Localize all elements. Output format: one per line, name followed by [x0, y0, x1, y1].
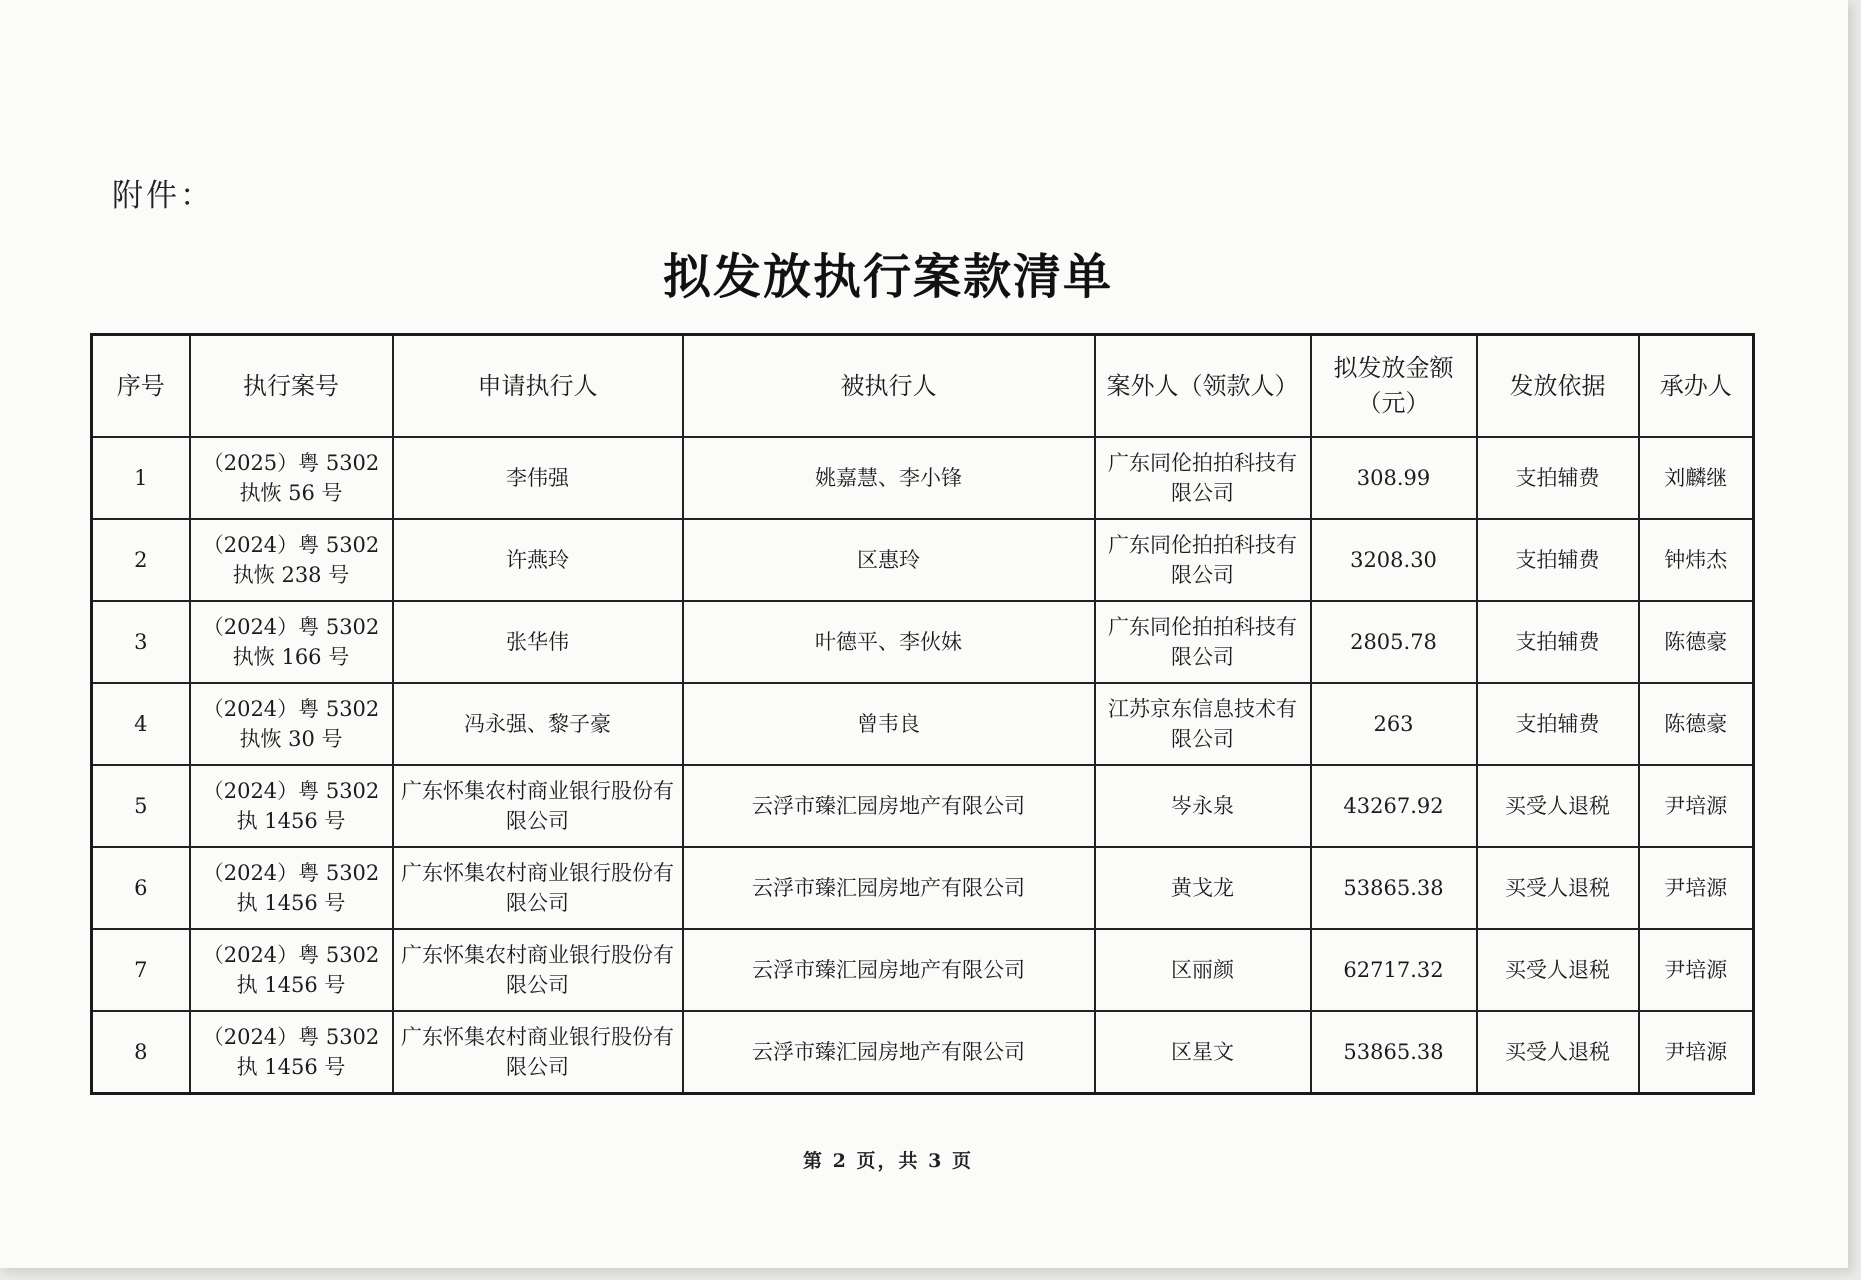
- cell-case-number: [190, 519, 393, 601]
- cell-basis: 买受人退税: [1477, 1011, 1639, 1094]
- attachment-label: 附件：: [112, 178, 214, 214]
- cell-payee: 广东同伦拍拍科技有限公司: [1095, 519, 1311, 601]
- table-body: [92, 437, 1754, 1094]
- table-row: [92, 929, 1754, 1011]
- cell-case-number: [190, 847, 393, 929]
- cell-no: 5: [92, 765, 190, 847]
- cell-basis: 买受人退税: [1477, 929, 1639, 1011]
- table-row: [92, 765, 1754, 847]
- cell-basis: 支拍辅费: [1477, 437, 1639, 519]
- table-header: [92, 335, 1754, 438]
- case-number-line1: （2024）粤 5302: [202, 532, 380, 557]
- case-number-line1: （2024）粤 5302: [202, 696, 380, 721]
- cell-no: 3: [92, 601, 190, 683]
- cell-respondent: 叶德平、李伙妹: [683, 601, 1095, 683]
- table-row: [92, 683, 1754, 765]
- cell-basis: 买受人退税: [1477, 765, 1639, 847]
- cell-applicant: 李伟强: [393, 437, 683, 519]
- case-number-line2: 执恢 56 号: [239, 481, 343, 505]
- cell-payee: 区丽颜: [1095, 929, 1311, 1011]
- case-number-line1: （2024）粤 5302: [202, 860, 380, 885]
- case-number-line2: 执恢 166 号: [232, 645, 350, 669]
- cell-no: 6: [92, 847, 190, 929]
- cell-respondent: 云浮市臻汇园房地产有限公司: [683, 929, 1095, 1011]
- cell-case-number: [190, 601, 393, 683]
- cell-applicant: 冯永强、黎子豪: [393, 683, 683, 765]
- payout-table: [90, 333, 1755, 1095]
- cell-handler: 刘麟继: [1639, 437, 1754, 519]
- cell-case-number: [190, 1011, 393, 1094]
- table-row: [92, 847, 1754, 929]
- cell-handler: 陈德豪: [1639, 601, 1754, 683]
- table-row: [92, 601, 1754, 683]
- cell-handler: 尹培源: [1639, 929, 1754, 1011]
- case-number-line1: （2024）粤 5302: [202, 1024, 380, 1049]
- case-number-line1: （2025）粤 5302: [202, 450, 380, 475]
- cell-respondent: 区惠玲: [683, 519, 1095, 601]
- case-number-line2: 执恢 30 号: [239, 727, 343, 751]
- cell-case-number: [190, 929, 393, 1011]
- cell-amount: 2805.78: [1311, 601, 1477, 683]
- cell-respondent: 云浮市臻汇园房地产有限公司: [683, 847, 1095, 929]
- cell-applicant: 广东怀集农村商业银行股份有限公司: [393, 765, 683, 847]
- cell-applicant: 广东怀集农村商业银行股份有限公司: [393, 847, 683, 929]
- cell-amount: 3208.30: [1311, 519, 1477, 601]
- case-number-line2: 执恢 238 号: [232, 563, 350, 587]
- cell-case-number: [190, 437, 393, 519]
- cell-no: 8: [92, 1011, 190, 1094]
- col-header-no: 序号: [92, 335, 190, 438]
- col-header-basis: 发放依据: [1477, 335, 1639, 438]
- cell-applicant: 许燕玲: [393, 519, 683, 601]
- cell-payee: 江苏京东信息技术有限公司: [1095, 683, 1311, 765]
- case-number-line2: 执 1456 号: [236, 809, 346, 833]
- case-number-line1: （2024）粤 5302: [202, 942, 380, 967]
- cell-amount: 53865.38: [1311, 1011, 1477, 1094]
- page-footer: 第 2 页，共 3 页: [803, 1150, 973, 1172]
- cell-basis: 买受人退税: [1477, 847, 1639, 929]
- case-number-line2: 执 1456 号: [236, 1055, 346, 1079]
- cell-handler: 尹培源: [1639, 847, 1754, 929]
- cell-basis: 支拍辅费: [1477, 601, 1639, 683]
- col-header-applicant: 申请执行人: [393, 335, 683, 438]
- cell-amount: 62717.32: [1311, 929, 1477, 1011]
- cell-handler: 陈德豪: [1639, 683, 1754, 765]
- cell-amount: 53865.38: [1311, 847, 1477, 929]
- header-row: [92, 335, 1754, 438]
- cell-payee: 岑永泉: [1095, 765, 1311, 847]
- cell-basis: 支拍辅费: [1477, 519, 1639, 601]
- col-header-handler: 承办人: [1639, 335, 1754, 438]
- col-header-amount: 拟发放金额（元）: [1311, 335, 1477, 438]
- case-number-line2: 执 1456 号: [236, 973, 346, 997]
- cell-applicant: 张华伟: [393, 601, 683, 683]
- cell-applicant: 广东怀集农村商业银行股份有限公司: [393, 929, 683, 1011]
- cell-handler: 尹培源: [1639, 1011, 1754, 1094]
- case-number-line1: （2024）粤 5302: [202, 614, 380, 639]
- cell-no: 4: [92, 683, 190, 765]
- cell-respondent: 姚嘉慧、李小锋: [683, 437, 1095, 519]
- cell-amount: 308.99: [1311, 437, 1477, 519]
- col-header-payee: 案外人（领款人）: [1095, 335, 1311, 438]
- cell-amount: 263: [1311, 683, 1477, 765]
- cell-amount: 43267.92: [1311, 765, 1477, 847]
- cell-respondent: 云浮市臻汇园房地产有限公司: [683, 1011, 1095, 1094]
- cell-case-number: [190, 765, 393, 847]
- cell-no: 2: [92, 519, 190, 601]
- cell-no: 1: [92, 437, 190, 519]
- cell-payee: 广东同伦拍拍科技有限公司: [1095, 601, 1311, 683]
- table-row: [92, 519, 1754, 601]
- cell-handler: 尹培源: [1639, 765, 1754, 847]
- cell-handler: 钟炜杰: [1639, 519, 1754, 601]
- table-row: [92, 1011, 1754, 1094]
- cell-case-number: [190, 683, 393, 765]
- col-header-case-number: 执行案号: [190, 335, 393, 438]
- cell-payee: 区星文: [1095, 1011, 1311, 1094]
- cell-respondent: 曾韦良: [683, 683, 1095, 765]
- col-header-respondent: 被执行人: [683, 335, 1095, 438]
- cell-basis: 支拍辅费: [1477, 683, 1639, 765]
- cell-respondent: 云浮市臻汇园房地产有限公司: [683, 765, 1095, 847]
- table-row: [92, 437, 1754, 519]
- cell-payee: 广东同伦拍拍科技有限公司: [1095, 437, 1311, 519]
- case-number-line2: 执 1456 号: [236, 891, 346, 915]
- page-title: 拟发放执行案款清单: [662, 249, 1113, 305]
- case-number-line1: （2024）粤 5302: [202, 778, 380, 803]
- cell-no: 7: [92, 929, 190, 1011]
- cell-payee: 黄戈龙: [1095, 847, 1311, 929]
- cell-applicant: 广东怀集农村商业银行股份有限公司: [393, 1011, 683, 1094]
